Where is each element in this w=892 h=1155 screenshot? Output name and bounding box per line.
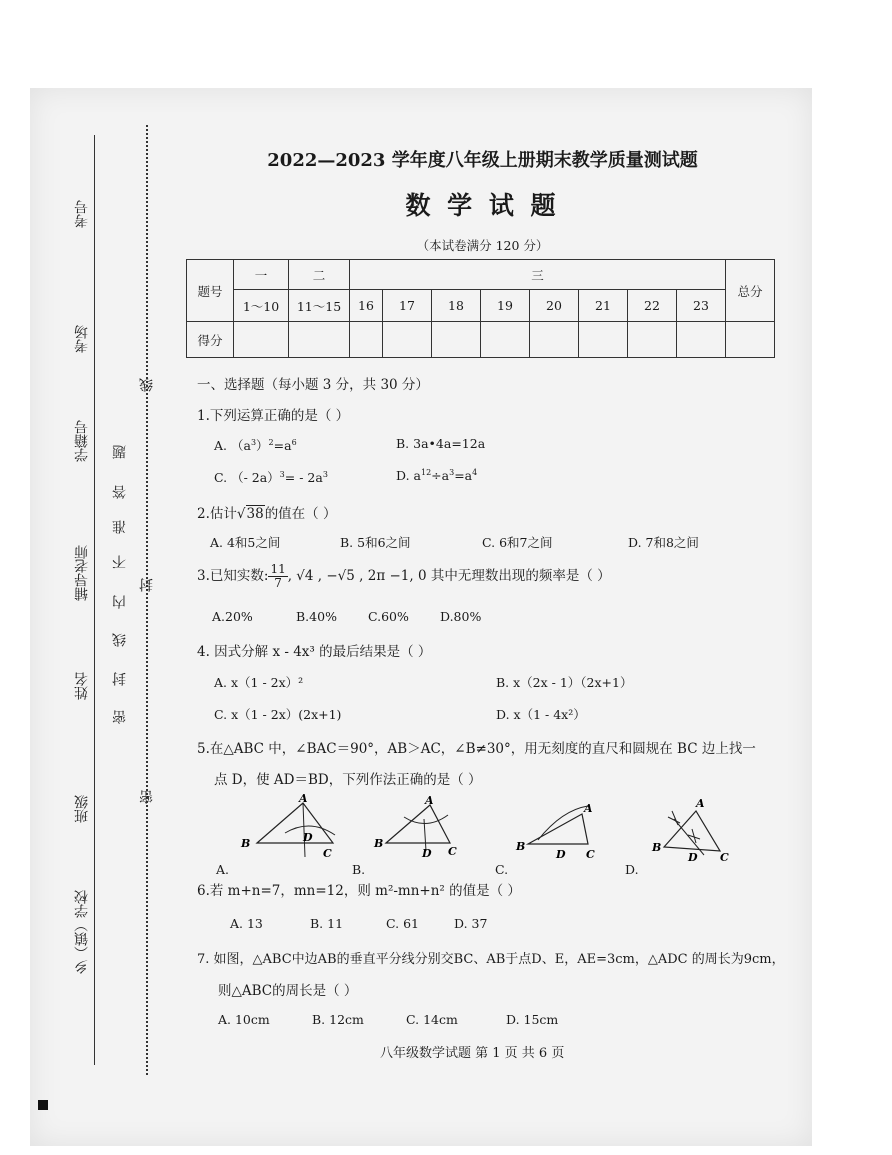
svg-text:A: A bbox=[584, 802, 593, 815]
margin-rule bbox=[94, 135, 95, 1065]
column-header: 22 bbox=[628, 290, 677, 322]
q1-option-d: D. $a^{12}\div a^3=a^4$ bbox=[396, 468, 478, 484]
svg-text:B: B bbox=[652, 841, 662, 854]
question-number-label: 题号 bbox=[187, 260, 234, 322]
seal-word: 不 bbox=[112, 555, 128, 569]
q3-option-c: C.60% bbox=[368, 609, 409, 624]
q4-option-c: C. x（1 - 2x）(2x+1) bbox=[214, 707, 342, 722]
q4-option-a: A. x（1 - 2x）² bbox=[214, 675, 304, 690]
svg-text:D: D bbox=[688, 851, 698, 864]
q7-option-b: B. 12cm bbox=[312, 1012, 364, 1027]
field-exam-room: 考场 bbox=[74, 325, 90, 353]
seal-word: 内 bbox=[112, 595, 128, 609]
q7-option-a: A. 10cm bbox=[218, 1012, 270, 1027]
column-header: 19 bbox=[481, 290, 530, 322]
field-exam-number: 考号 bbox=[74, 200, 90, 228]
svg-text:D: D bbox=[303, 831, 313, 844]
seal-word: 答 bbox=[112, 485, 128, 499]
q2-option-a: A. 4和5之间 bbox=[210, 535, 281, 550]
svg-text:C: C bbox=[720, 851, 729, 864]
column-header: 17 bbox=[383, 290, 432, 322]
subject-title: 数 学 试 题 bbox=[405, 191, 560, 220]
field-tutor: 辅导老师 bbox=[74, 545, 90, 601]
q1-option-b: B. 3a•4a=12a bbox=[396, 436, 486, 451]
score-cell[interactable] bbox=[350, 322, 383, 358]
column-header: 11～15 bbox=[289, 290, 350, 322]
svg-text:D: D bbox=[422, 847, 432, 860]
q7-option-c: C. 14cm bbox=[406, 1012, 458, 1027]
score-cell[interactable] bbox=[628, 322, 677, 358]
section-header: 三 bbox=[350, 260, 726, 290]
seal-word: 封 bbox=[112, 672, 128, 686]
column-header: 20 bbox=[530, 290, 579, 322]
section-header: 二 bbox=[289, 260, 350, 290]
column-header: 18 bbox=[432, 290, 481, 322]
seal-word: 线 bbox=[112, 633, 128, 647]
q6-option-d: D. 37 bbox=[454, 916, 488, 931]
column-header: 23 bbox=[677, 290, 726, 322]
q7-option-d: D. 15cm bbox=[506, 1012, 559, 1027]
score-cell[interactable] bbox=[677, 322, 726, 358]
q3-option-d: D.80% bbox=[440, 609, 482, 624]
score-cell[interactable] bbox=[383, 322, 432, 358]
question-7-stem-line1: 7. 如图，△ABC中边AB的垂直平分线分别交BC、AB于点D、E，AE=3cm，△ADC 的周长为9cm， bbox=[197, 952, 785, 967]
seal-word: 线 bbox=[139, 378, 155, 392]
q1-option-a: A. $(a^3)^2=a^6$ bbox=[214, 437, 297, 453]
score-cell[interactable] bbox=[726, 322, 775, 358]
registration-mark bbox=[38, 1100, 48, 1110]
score-table bbox=[186, 259, 775, 358]
field-school: 乡（镇）学校 bbox=[74, 890, 90, 974]
q4-option-b: B. x（2x - 1）（2x+1） bbox=[496, 675, 633, 690]
fraction: $\frac{11}{7}$ bbox=[270, 562, 286, 590]
svg-text:C: C bbox=[323, 847, 332, 860]
q5-option-c: C. bbox=[495, 862, 509, 877]
column-header: 21 bbox=[579, 290, 628, 322]
q1-option-c: C. （- $2a)^3= - 2a^3$ bbox=[214, 469, 328, 485]
seal-word: 题 bbox=[112, 445, 128, 459]
svg-text:D: D bbox=[556, 848, 566, 861]
svg-text:B: B bbox=[516, 840, 526, 853]
score-label: 得分 bbox=[187, 322, 234, 358]
q5-figure-d bbox=[650, 795, 750, 865]
field-name: 姓名 bbox=[74, 672, 90, 700]
question-1-stem: 1.下列运算正确的是（ ） bbox=[197, 408, 350, 424]
seal-dotted-line bbox=[146, 125, 148, 1075]
seal-word: 密 bbox=[112, 710, 128, 724]
question-2-stem: 2.估计√38的值在（ ） bbox=[197, 506, 337, 522]
question-3-stem: 3.已知实数: $\frac{11}{7}$ , √4 , −√5 , 2π −1, 0 其中无理数出现的频率是（ ） bbox=[197, 562, 611, 590]
q6-option-a: A. 13 bbox=[230, 916, 263, 931]
field-student-id: 学籍号 bbox=[74, 420, 90, 462]
q5-figure-a bbox=[235, 793, 345, 863]
main-title: 2022—2023 学年度八年级上册期末教学质量测试题 bbox=[267, 150, 698, 171]
q5-option-b: B. bbox=[352, 862, 366, 877]
svg-text:A: A bbox=[425, 794, 434, 807]
q3-option-a: A.20% bbox=[212, 609, 253, 624]
q5-option-d: D. bbox=[625, 862, 639, 877]
question-5-stem-line1: 5.在△ABC 中，∠BAC＝90°，AB＞AC，∠B≠30°，用无刻度的直尺和圆规在 BC 边上找一 bbox=[197, 741, 756, 757]
svg-text:C: C bbox=[448, 845, 457, 858]
svg-text:B: B bbox=[374, 837, 384, 850]
page-footer: 八年级数学试题 第 1 页 共 6 页 bbox=[380, 1046, 565, 1061]
svg-text:A: A bbox=[299, 793, 308, 805]
score-cell[interactable] bbox=[234, 322, 289, 358]
section-heading: 一、选择题（每小题 3 分，共 30 分） bbox=[197, 377, 429, 393]
seal-word: 准 bbox=[112, 520, 128, 534]
q5-option-a: A. bbox=[216, 862, 230, 877]
score-cell[interactable] bbox=[579, 322, 628, 358]
column-header: 16 bbox=[350, 290, 383, 322]
q4-option-d: D. x（1 - 4x²） bbox=[496, 707, 586, 722]
q3-option-b: B.40% bbox=[296, 609, 337, 624]
column-header: 1～10 bbox=[234, 290, 289, 322]
full-score-note: （本试卷满分 120 分） bbox=[416, 238, 549, 253]
q2-option-c: C. 6和7之间 bbox=[482, 535, 553, 550]
score-cell[interactable] bbox=[289, 322, 350, 358]
seal-word: 封 bbox=[139, 578, 155, 592]
q5-figure-b bbox=[370, 793, 470, 863]
q5-figure-c bbox=[512, 800, 612, 864]
question-6-stem: 6.若 m+n=7，mn=12，则 m²-mn+n² 的值是（ ） bbox=[197, 883, 521, 899]
svg-text:C: C bbox=[586, 848, 595, 861]
question-5-stem-line2: 点 D，使 AD＝BD，下列作法正确的是（ ） bbox=[214, 772, 482, 788]
q6-option-b: B. 11 bbox=[310, 916, 344, 931]
svg-text:A: A bbox=[696, 797, 705, 810]
score-cell[interactable] bbox=[432, 322, 481, 358]
total-label: 总分 bbox=[726, 260, 775, 322]
q2-option-b: B. 5和6之间 bbox=[340, 535, 411, 550]
question-7-stem-line2: 则△ABC的周长是（ ） bbox=[218, 983, 358, 999]
field-class: 班级 bbox=[74, 795, 90, 823]
q2-option-d: D. 7和8之间 bbox=[628, 535, 699, 550]
section-header: 一 bbox=[234, 260, 289, 290]
score-cell[interactable] bbox=[481, 322, 530, 358]
q6-option-c: C. 61 bbox=[386, 916, 419, 931]
svg-text:B: B bbox=[241, 837, 251, 850]
question-4-stem: 4. 因式分解 x - 4x³ 的最后结果是（ ） bbox=[197, 644, 432, 660]
seal-word: 密 bbox=[139, 790, 155, 804]
score-cell[interactable] bbox=[530, 322, 579, 358]
